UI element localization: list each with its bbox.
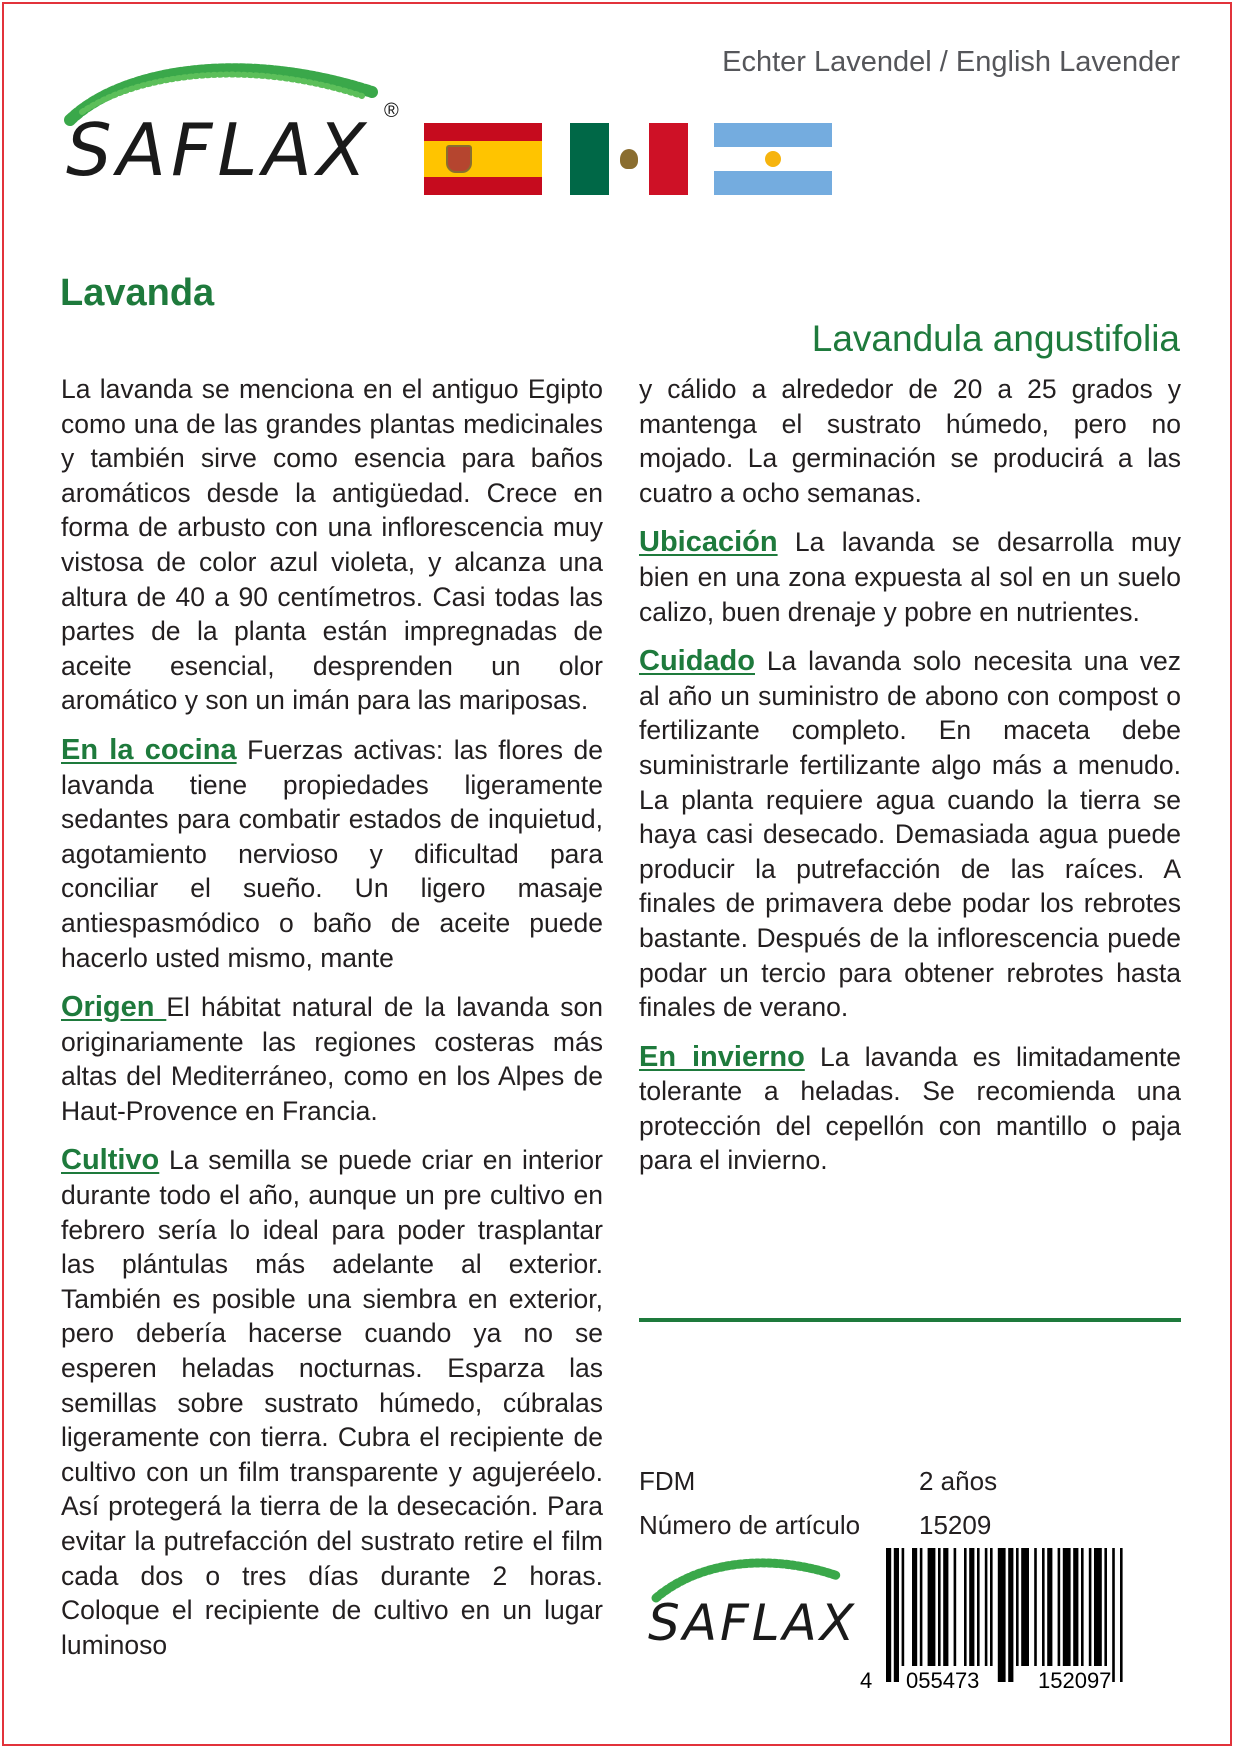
barcode-bar xyxy=(943,1548,948,1666)
barcode-bar xyxy=(1047,1548,1052,1666)
origen-section xyxy=(61,990,603,1128)
barcode-bar xyxy=(1063,1548,1071,1666)
logo-wordmark: SAFLAX xyxy=(66,108,372,192)
invierno-section xyxy=(639,1040,1181,1178)
cultivo-continued: y cálido a alrededor de 20 a 25 grados y mantenga el sustrato húmedo, pero no mojado. La germinación se producirá a las cuatro a ocho semanas. xyxy=(639,374,1181,508)
cocina-section xyxy=(61,733,603,975)
right-text-column xyxy=(639,372,1181,1193)
fdm-value: 2 años xyxy=(919,1466,998,1496)
barcode-bar xyxy=(1042,1548,1045,1666)
cuidado-text: La lavanda solo necesita una vez al año un suministro de abono con compost o fertilizante completo. En maceta debe suministrarle fertilizante algo más a menudo. La planta requiere agua cuando la tierra se haya casi desecado. Demasiada agua puede producir la putrefacción de las raíces. A finales de primavera debe podar los rebrotes bastante. Después de la inflorescencia puede podar un tercio para obtener rebrotes hasta finales de verano. xyxy=(639,646,1181,1023)
barcode-bar xyxy=(985,1548,988,1666)
barcode-digits-left: 055473 xyxy=(906,1668,980,1693)
fdm-label: FDM xyxy=(639,1466,696,1496)
barcode-bar xyxy=(1120,1548,1123,1682)
barcode-bar xyxy=(920,1548,923,1666)
article-number-value: 15209 xyxy=(919,1510,992,1540)
barcode-bar xyxy=(1008,1548,1013,1682)
origen-text: El hábitat natural de la lavanda son originariamente las regiones costeras más altas del Mediterráneo, como en los Alpes de Haut-Provence en Francia. xyxy=(61,992,603,1126)
divider-line xyxy=(639,1318,1181,1322)
barcode-bar xyxy=(938,1548,941,1666)
latin-name: Lavandula angustifolia xyxy=(811,318,1180,359)
barcode-bar xyxy=(902,1548,905,1666)
intro-paragraph: La lavanda se menciona en el antiguo Egipto como una de las grandes plantas medicinales y también sirve como esencia para baños aromáticos desde la antigüedad. Crece en forma de arbusto con una inflorescencia muy vistosa de color azul violeta, y alcanza una altura de 40 a 90 centímetros. Casi todas las partes de la planta están impregnadas de aceite esencial, desprenden un olor aromático y son un imán para las mariposas. xyxy=(61,374,603,716)
cuidado-section xyxy=(639,644,1181,1025)
barcode-bar xyxy=(1073,1548,1078,1666)
barcode-bar xyxy=(998,1548,1006,1682)
barcode-bar xyxy=(1034,1548,1037,1666)
barcode-bar xyxy=(894,1548,899,1682)
barcode-bar xyxy=(928,1548,936,1666)
registered-mark: ® xyxy=(384,100,399,122)
barcode-bar xyxy=(1016,1548,1019,1666)
cocina-text: Fuerzas activas: las flores de lavanda tiene propiedades ligeramente sedantes para combatir estados de inquietud, agotamiento nervioso y dificultad para conciliar el sueño. Un ligero masaje antiespasmódico o baño de aceite puede hacerlo usted mismo, mante xyxy=(61,734,604,973)
barcode-bar xyxy=(1081,1548,1084,1666)
mexico-flag-icon xyxy=(570,123,688,195)
barcode-bar xyxy=(964,1548,967,1666)
page-title: Lavanda xyxy=(60,272,215,314)
barcode-bar xyxy=(886,1548,891,1682)
cocina-heading: En la cocina xyxy=(61,733,237,766)
barcode-bar xyxy=(1058,1548,1061,1666)
barcode-bar xyxy=(1094,1548,1102,1666)
cultivo-heading: Cultivo xyxy=(61,1144,160,1177)
barcode-bar xyxy=(1104,1548,1107,1666)
ubicacion-section xyxy=(639,525,1181,629)
product-name-de-en: Echter Lavendel / English Lavender xyxy=(722,46,1180,78)
saflax-logo-small xyxy=(648,1548,858,1658)
barcode-bar xyxy=(990,1548,993,1666)
barcode-bar xyxy=(954,1548,957,1666)
barcode-bar xyxy=(1089,1548,1092,1666)
barcode xyxy=(860,1548,1180,1698)
ubicacion-heading: Ubicación xyxy=(639,526,778,559)
barcode-bar xyxy=(977,1548,980,1666)
argentina-flag-icon xyxy=(714,123,832,195)
cuidado-heading: Cuidado xyxy=(639,645,755,678)
barcode-bar xyxy=(1112,1548,1115,1682)
article-number-label: Número de artículo xyxy=(639,1510,861,1540)
barcode-digits-right: 152097 xyxy=(1038,1668,1112,1693)
left-text-column xyxy=(61,372,603,1677)
cultivo-section xyxy=(61,1143,603,1662)
spain-flag-icon xyxy=(424,123,542,195)
cultivo-text: La semilla se puede criar en interior durante todo el año, aunque un pre cultivo en febrero sería lo ideal para poder trasplantar las plántulas más adelante al exterior. También es posible una siembra en exterior, pero debería hacerse cuando ya no se esperen heladas nocturnas. Esparza las semillas sobre sustrato húmedo, cúbralas ligeramente con tierra. Cubra el recipiente de cultivo con un film transparente y agujeréelo. Así protegerá la tierra de la desecación. Para evitar la putrefacción del sustrato retire el film cada dos o tres días durante 2 horas. Coloque el recipiente de cultivo en un lugar luminoso xyxy=(61,1145,603,1660)
barcode-bar xyxy=(969,1548,974,1666)
logo-wordmark-small: SAFLAX xyxy=(648,1594,858,1652)
saflax-logo xyxy=(62,52,412,202)
invierno-heading: En invierno xyxy=(639,1040,805,1073)
barcode-bar xyxy=(912,1548,917,1666)
invierno-text: La lavanda es limitadamente tolerante a heladas. Se recomienda una protección del cepellón con mantillo o paja para el invierno. xyxy=(639,1041,1181,1176)
origen-heading: Origen xyxy=(61,991,167,1024)
barcode-bar xyxy=(1021,1548,1029,1666)
ubicacion-text: La lavanda se desarrolla muy bien en una zona expuesta al sol en un suelo calizo, buen drenaje y pobre en nutrientes. xyxy=(639,527,1181,627)
barcode-digit-first: 4 xyxy=(860,1668,873,1693)
